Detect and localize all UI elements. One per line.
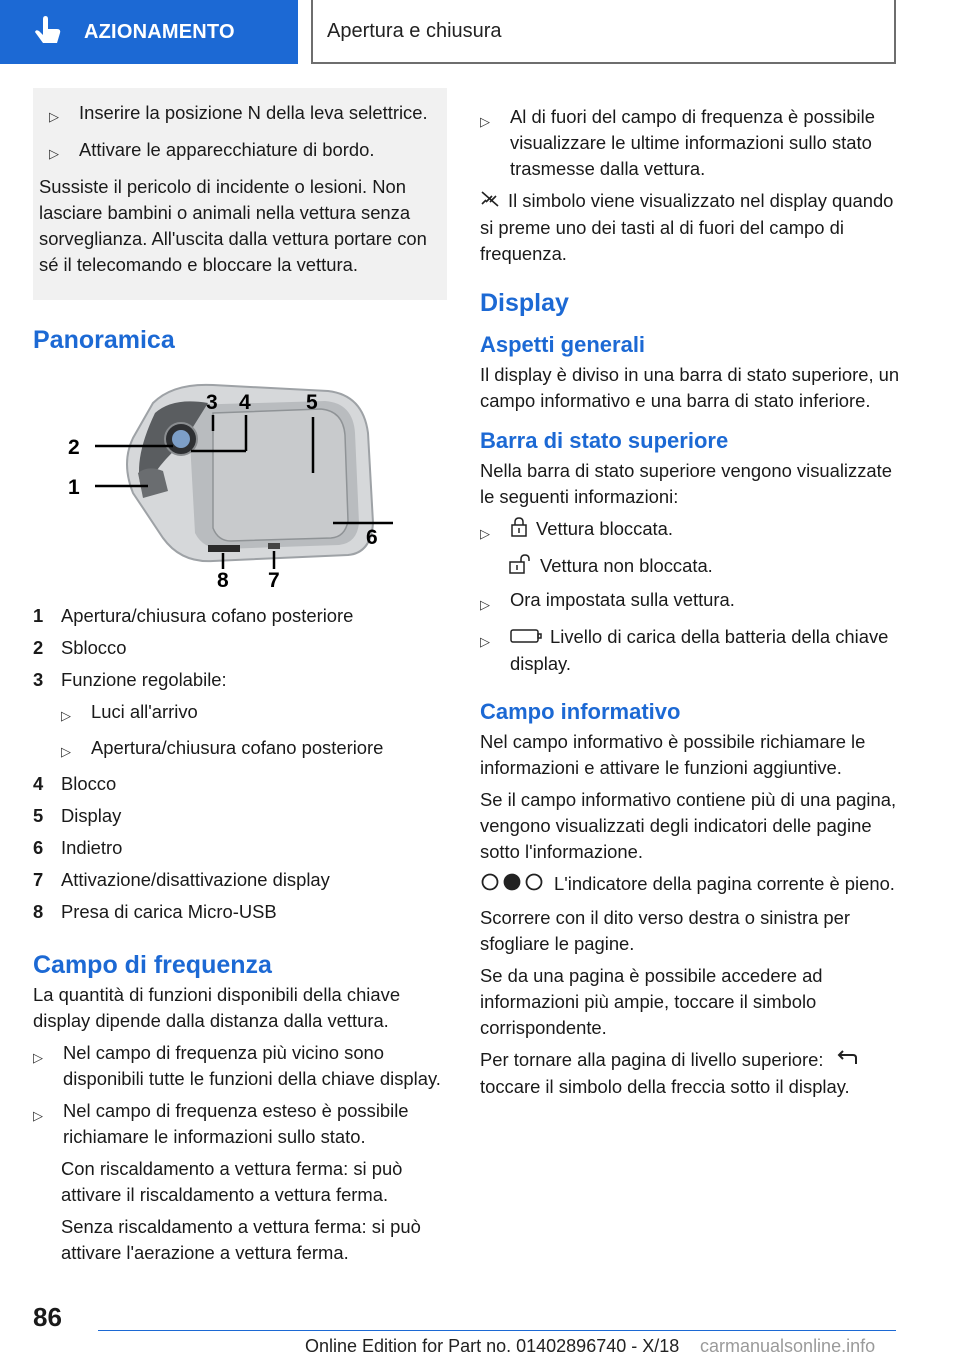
campo-bullet: ▷ Nel campo di frequenza esteso è possibile richiamare le informazioni sullo stato. xyxy=(33,1098,447,1150)
fig-label-7: 7 xyxy=(268,569,280,592)
campo-subtext: Con riscaldamento a vettura ferma: si può attivare il riscaldamento a vettura ferma. xyxy=(61,1158,403,1205)
aspetti-text: Il display è diviso in una barra di stato superiore, un campo informativo e una barra di stato inferiore. xyxy=(480,364,900,412)
legend-item: 3 Funzione regolabile: xyxy=(33,669,227,690)
watermark: carmanualsonline.info xyxy=(700,1336,876,1356)
fig-label-3: 3 xyxy=(206,391,218,414)
campo-subtext: Senza riscaldamento a vettura ferma: si può attivare l'aerazione a vettura ferma. xyxy=(61,1216,421,1263)
lock-open-icon xyxy=(508,554,532,581)
ci-text: Scorrere con il dito verso destra o sinistra per sfogliare le pagine. xyxy=(480,906,851,954)
ci-indicator-text: L'indicatore della pagina corrente è pieno. xyxy=(480,871,900,899)
heading-campo-frequenza: Campo di frequenza xyxy=(33,951,272,979)
triangle-bullet-icon: ▷ xyxy=(61,744,71,759)
heading-panoramica: Panoramica xyxy=(33,326,175,354)
chapter-title xyxy=(311,0,896,64)
heading-aspetti: Aspetti generali xyxy=(480,332,646,358)
chapter-title-text: Apertura e chiusura xyxy=(327,19,502,42)
lock-closed-icon xyxy=(510,517,528,544)
fig-label-4: 4 xyxy=(239,391,251,414)
key-figure xyxy=(63,373,393,595)
ci-text: Se il campo informativo contiene più di una pagina, vengono visualizzati degli indicatori delle pagine sotto l'informazione. xyxy=(480,788,897,862)
section-title: AZIONAMENTO xyxy=(84,20,235,43)
status-bullet: ▷ Livello di carica della batteria della chiave display. xyxy=(480,624,900,677)
legend-item: 2 Sblocco xyxy=(33,637,127,658)
campo-bullet: ▷ Nel campo di frequenza più vicino sono disponibili tutte le funzioni della chiave display. xyxy=(33,1040,447,1092)
hand-touch-icon xyxy=(28,12,68,52)
legend-subitem: ▷ Apertura/chiusura cofano posteriore xyxy=(61,735,447,765)
legend-item: 7 Attivazione/disattivazione display xyxy=(33,869,330,890)
fig-label-2: 2 xyxy=(68,436,80,459)
legend-item: 6 Indietro xyxy=(33,837,123,858)
legend-subitem: ▷ Luci all'arrivo xyxy=(61,699,447,729)
heading-display: Display xyxy=(480,289,569,318)
status-bullet: ▷ Ora impostata sulla vettura. xyxy=(480,587,900,618)
heading-barra: Barra di stato superiore xyxy=(480,428,729,454)
triangle-bullet-icon: ▷ xyxy=(49,146,59,161)
ci-text: Nel campo informativo è possibile richiamare le informazioni e attivare le funzioni aggiuntive. xyxy=(480,730,866,778)
legend-item: 8 Presa di carica Micro-USB xyxy=(33,901,277,922)
unlocked-line: Vettura non bloccata. xyxy=(508,553,900,581)
legend-item: 4 Blocco xyxy=(33,773,117,794)
status-bullet: ▷ Vettura bloccata. xyxy=(480,516,900,547)
ci-text: Se da una pagina è possibile accedere ad informazioni più ampie, toccare il simbolo corrispondente. xyxy=(480,964,823,1038)
section-tab xyxy=(0,0,298,64)
footer-edition: Online Edition for Part no. 01402896740 - X/18 xyxy=(305,1336,680,1356)
triangle-bullet-icon: ▷ xyxy=(480,596,490,612)
page-number: 86 xyxy=(33,1302,62,1332)
triangle-bullet-icon: ▷ xyxy=(49,109,59,124)
footer-divider xyxy=(98,1330,896,1331)
fig-label-1: 1 xyxy=(68,476,80,499)
campo-text: La quantità di funzioni disponibili della chiave display dipende dalla distanza dalla vettura. xyxy=(33,984,401,1031)
battery-icon xyxy=(510,625,542,651)
fig-label-6: 6 xyxy=(366,526,378,549)
fig-label-5: 5 xyxy=(306,391,318,414)
triangle-bullet-icon: ▷ xyxy=(480,633,490,649)
heading-campo-informativo: Campo informativo xyxy=(480,698,681,724)
legend-item: 1 Apertura/chiusura cofano posteriore xyxy=(33,605,354,626)
warning-bullet: ▷ Inserire la posizione N della leva selettrice. xyxy=(49,100,439,129)
fig-label-8: 8 xyxy=(217,569,229,592)
no-signal-icon xyxy=(480,189,500,215)
page-indicator-icon xyxy=(480,872,546,899)
ci-back-text: Per tornare alla pagina di livello superiore: toccare il simbolo della freccia sotto il display. xyxy=(480,1047,900,1100)
right-column xyxy=(480,88,900,1106)
triangle-bullet-icon: ▷ xyxy=(480,526,490,542)
warning-bullet: ▷ Attivare le apparecchiature di bordo. xyxy=(49,137,439,166)
triangle-bullet-icon: ▷ xyxy=(33,1050,43,1065)
legend-item: 5 Display xyxy=(33,805,122,826)
warning-text: Sussiste il pericolo di incidente o lesioni. Non lasciare bambini o animali nella vettura senza sorveglianza. All'uscita dalla vettura portare con sé il telecomando e bloccare la vettura. xyxy=(39,176,427,275)
range-bullet: ▷ Al di fuori del campo di frequenza è possibile visualizzare le ultime informazioni sullo stato trasmesse dalla vettura. xyxy=(480,104,900,182)
triangle-bullet-icon: ▷ xyxy=(61,708,71,723)
back-arrow-icon xyxy=(835,1048,859,1074)
triangle-bullet-icon: ▷ xyxy=(33,1108,43,1123)
legend-list xyxy=(33,603,447,925)
barra-text: Nella barra di stato superiore vengono visualizzate le seguenti informazioni: xyxy=(480,460,892,508)
left-column xyxy=(33,88,447,1272)
symbol-text: Il simbolo viene visualizzato nel display quando si preme uno dei tasti al di fuori del campo di frequenza. xyxy=(480,190,894,265)
triangle-bullet-icon: ▷ xyxy=(480,114,490,129)
warning-box xyxy=(33,88,447,300)
